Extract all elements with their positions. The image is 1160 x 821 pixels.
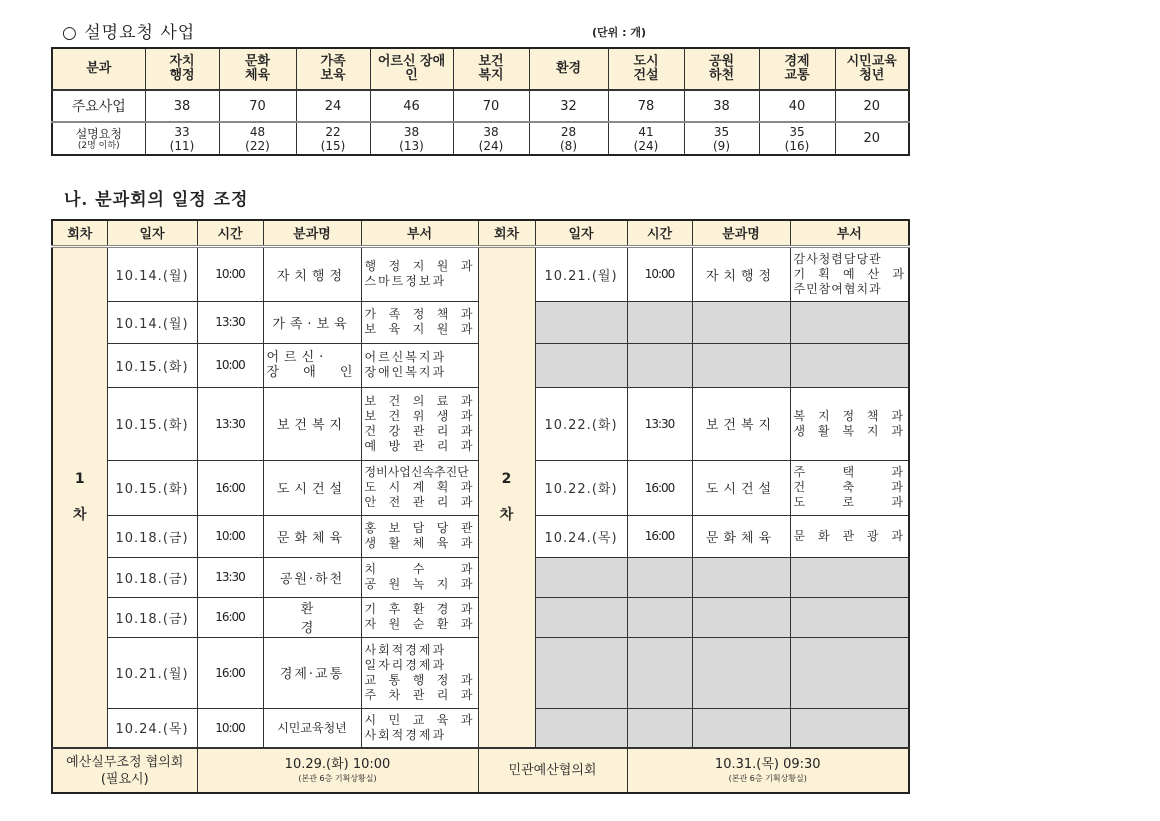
time-cell: 16:00 [197,460,263,515]
cell: 35 (16) [759,122,835,155]
empty-cell [535,557,627,597]
time-cell: 13:30 [627,387,692,460]
table-row [52,122,909,155]
column-header: 공원 하천 [684,48,759,90]
committee-cell: 경제·교통 [263,637,361,708]
time-cell: 16:00 [627,515,692,557]
dept-cell: 정비사업신속추진단 도 시 계 획 과 안 전 관 리 과 [361,460,478,515]
date-cell: 10.24.(목) [107,708,197,748]
time-cell: 10:00 [197,515,263,557]
cell: 20 [835,90,909,122]
date-cell: 10.22.(화) [535,460,627,515]
committee-cell: 보건복지 [263,387,361,460]
column-header: 경제 교통 [759,48,835,90]
cell: 38 [684,90,759,122]
empty-cell [790,637,909,708]
committee-cell: 환 경 [263,597,361,637]
cell: 20 [835,122,909,155]
date-cell: 10.21.(월) [535,246,627,301]
column-header: 분과 [52,48,145,90]
cell: 38 (13) [370,122,453,155]
empty-cell [790,557,909,597]
date-cell: 10.22.(화) [535,387,627,460]
empty-cell [627,708,692,748]
date-cell: 10.15.(화) [107,460,197,515]
time-cell: 13:30 [197,301,263,343]
dept-cell: 치 수 과 공 원 녹 지 과 [361,557,478,597]
empty-cell [692,301,790,343]
column-header: 일자 [107,220,197,246]
cell: 70 [453,90,529,122]
dept-cell: 감사청렴담당관 기 획 예 산 과 주민참여협치과 [790,246,909,301]
column-header: 시간 [627,220,692,246]
cell: 28 (8) [529,122,608,155]
time-cell: 10:00 [627,246,692,301]
committee-cell: 도시건설 [692,460,790,515]
time-cell: 16:00 [197,637,263,708]
committee-cell: 보건복지 [692,387,790,460]
cell: 78 [608,90,684,122]
column-header: 시간 [197,220,263,246]
empty-cell [692,597,790,637]
date-cell: 10.14.(월) [107,301,197,343]
cell: 35 (9) [684,122,759,155]
row-label: 설명요청 (2명 이하) [52,122,145,155]
column-header: 일자 [535,220,627,246]
table-header-row [52,48,909,90]
time-cell: 10:00 [197,708,263,748]
budget-working-council-label: 예산실무조정 협의회 (필요시) [52,748,197,793]
table-row [52,90,909,122]
column-header: 환경 [529,48,608,90]
empty-cell [692,637,790,708]
date-cell: 10.24.(목) [535,515,627,557]
dept-cell: 문 화 관 광 과 [790,515,909,557]
date-cell: 10.18.(금) [107,515,197,557]
cell: 38 (24) [453,122,529,155]
time-cell: 10:00 [197,246,263,301]
dept-cell: 주 택 과 건 축 과 도 로 과 [790,460,909,515]
briefing-request-table [51,47,910,156]
column-header: 회차 [478,220,535,246]
dept-cell: 가 족 정 책 과 보 육 지 원 과 [361,301,478,343]
dept-cell: 보 건 의 료 과 보 건 위 생 과 건 강 관 리 과 예 방 관 리 과 [361,387,478,460]
unit-label: (단위 : 개) [592,26,646,39]
dept-cell: 복 지 정 책 과 생 활 복 지 과 [790,387,909,460]
column-header: 어르신 장애 인 [370,48,453,90]
cell: 40 [759,90,835,122]
public-private-council-datetime: 10.31.(목) 09:30 (본관 6층 기획상황실) [627,748,909,793]
committee-cell: 문화체육 [692,515,790,557]
table-header-row [52,220,909,246]
public-private-council-label: 민관예산협의회 [478,748,627,793]
empty-cell [790,708,909,748]
empty-cell [627,301,692,343]
cell: 48 (22) [219,122,296,155]
empty-cell [790,301,909,343]
empty-cell [692,557,790,597]
committee-cell: 자치행정 [692,246,790,301]
committee-cell: 시민교육청년 [263,708,361,748]
committee-cell: 자치행정 [263,246,361,301]
empty-cell [790,597,909,637]
committee-cell: 가족·보육 [263,301,361,343]
cell: 70 [219,90,296,122]
empty-cell [627,597,692,637]
column-header: 부서 [790,220,909,246]
table-row [52,246,909,301]
empty-cell [535,343,627,387]
date-cell: 10.21.(월) [107,637,197,708]
schedule-table [51,219,910,794]
cell: 41 (24) [608,122,684,155]
column-header: 문화 체육 [219,48,296,90]
time-cell: 13:30 [197,387,263,460]
column-header: 부서 [361,220,478,246]
date-cell: 10.14.(월) [107,246,197,301]
cell: 46 [370,90,453,122]
column-header: 도시 건설 [608,48,684,90]
cell: 24 [296,90,370,122]
empty-cell [627,557,692,597]
cell: 38 [145,90,219,122]
cell: 22 (15) [296,122,370,155]
dept-cell: 시 민 교 육 과 사회적경제과 [361,708,478,748]
round-1-label: 1 차 [52,246,107,748]
empty-cell [692,343,790,387]
time-cell: 16:00 [627,460,692,515]
time-cell: 13:30 [197,557,263,597]
round-2-label: 2 차 [478,246,535,748]
empty-cell [627,637,692,708]
empty-cell [535,597,627,637]
committee-cell: 문화체육 [263,515,361,557]
empty-cell [692,708,790,748]
dept-cell: 행 정 지 원 과 스마트정보과 [361,246,478,301]
footer-row [52,748,909,793]
dept-cell: 기 후 환 경 과 자 원 순 환 과 [361,597,478,637]
column-header: 자치 행정 [145,48,219,90]
empty-cell [790,343,909,387]
cell: 33 (11) [145,122,219,155]
empty-cell [627,343,692,387]
date-cell: 10.15.(화) [107,343,197,387]
column-header: 분과명 [263,220,361,246]
time-cell: 10:00 [197,343,263,387]
empty-cell [535,708,627,748]
empty-cell [535,637,627,708]
column-header: 분과명 [692,220,790,246]
dept-cell: 홍 보 담 당 관 생 활 체 육 과 [361,515,478,557]
section2-title: 나. 분과회의 일정 조정 [64,190,249,210]
date-cell: 10.15.(화) [107,387,197,460]
row-label: 주요사업 [52,90,145,122]
empty-cell [535,301,627,343]
date-cell: 10.18.(금) [107,597,197,637]
dept-cell: 어르신복지과 장애인복지과 [361,343,478,387]
committee-cell: 공원·하천 [263,557,361,597]
column-header: 시민교육 청년 [835,48,909,90]
cell: 32 [529,90,608,122]
column-header: 회차 [52,220,107,246]
column-header: 가족 보육 [296,48,370,90]
date-cell: 10.18.(금) [107,557,197,597]
section1-title: ○ 설명요청 사업 [62,23,196,43]
committee-cell: 도시건설 [263,460,361,515]
time-cell: 16:00 [197,597,263,637]
column-header: 보건 복지 [453,48,529,90]
committee-cell: 어르신· 장 애 인 [263,343,361,387]
dept-cell: 사회적경제과 일자리경제과 교 통 행 정 과 주 차 관 리 과 [361,637,478,708]
budget-working-council-datetime: 10.29.(화) 10:00 (본관 6층 기획상황실) [197,748,478,793]
